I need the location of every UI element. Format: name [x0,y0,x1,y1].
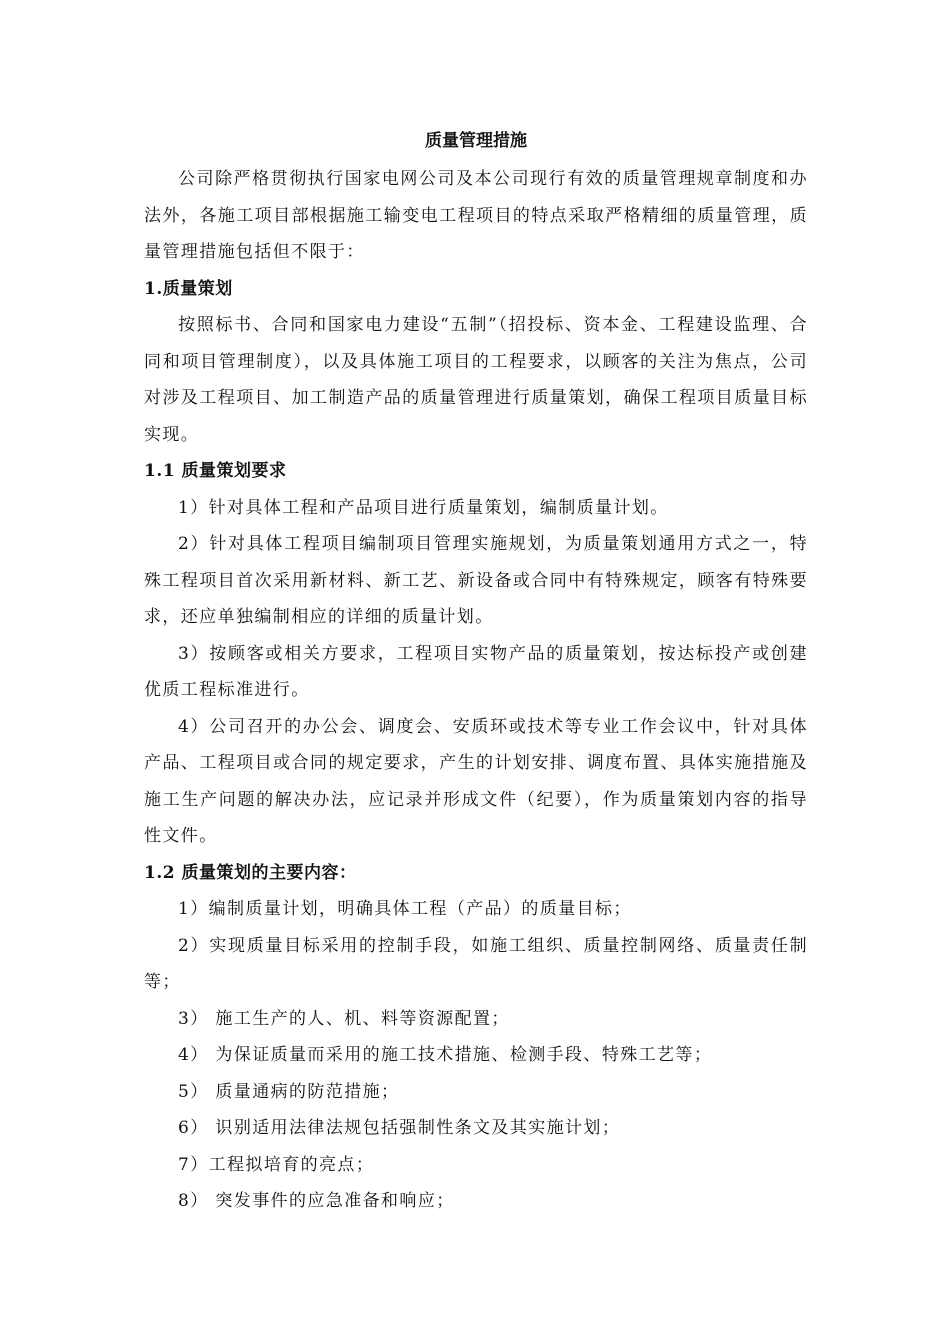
list-item: 2）实现质量目标采用的控制手段，如施工组织、质量控制网络、质量责任制等； [144,935,808,992]
list-item: 3） 施工生产的人、机、料等资源配置； [178,1008,510,1029]
section-heading-quality-planning: 1.质量策划 [144,278,233,299]
list-item: 4） 为保证质量而采用的施工技术措施、检测手段、特殊工艺等； [178,1045,713,1065]
list-item: 8） 突发事件的应急准备和响应； [178,1191,455,1211]
list-item: 1）针对具体工程和产品项目进行质量策划，编制质量计划。 [178,497,669,518]
list-item: 2）针对具体工程项目编制项目管理实施规划，为质量策划通用方式之一，特殊工程项目首次采用新材料、新工艺、新设备或合同中有特殊规定，顾客有特殊要求，还应单独编制相应的详细的质量计划。 [144,534,808,627]
intro-paragraph: 公司除严格贯彻执行国家电网公司及本公司现行有效的质量管理规章制度和办法外，各施工项目部根据施工输变电工程项目的特点采取严格精细的质量管理，质量管理措施包括但不限于： [144,169,808,262]
section-heading-planning-contents: 1.2 质量策划的主要内容： [144,862,357,883]
list-item: 7）工程拟培育的亮点； [178,1154,375,1175]
list-item: 5） 质量通病的防范措施； [178,1081,400,1102]
document-title: 质量管理措施 [425,131,527,151]
section-heading-planning-requirements: 1.1 质量策划要求 [144,461,287,481]
list-item: 1）编制质量计划，明确具体工程（产品）的质量目标； [178,899,632,919]
document-body [144,121,808,1220]
section-paragraph-quality-planning: 按照标书、合同和国家电力建设“五制”（招投标、资本金、工程建设监理、合同和项目管理制度），以及具体施工项目的工程要求，以顾客的关注为焦点，公司对涉及工程项目、加工制造产品的质量管理进行质量策划，确保工程项目质量目标实现。 [144,315,808,445]
list-item: 3）按顾客或相关方要求，工程项目实物产品的质量策划，按达标投产或创建优质工程标准进行。 [144,643,808,700]
list-item: 6） 识别适用法律法规包括强制性条文及其实施计划； [178,1118,621,1138]
list-item: 4）公司召开的办公会、调度会、安质环或技术等专业工作会议中，针对具体产品、工程项目或合同的规定要求，产生的计划安排、调度布置、具体实施措施及施工生产问题的解决办法，应记录并形成文件（纪要），作为质量策划内容的指导性文件。 [144,716,808,846]
